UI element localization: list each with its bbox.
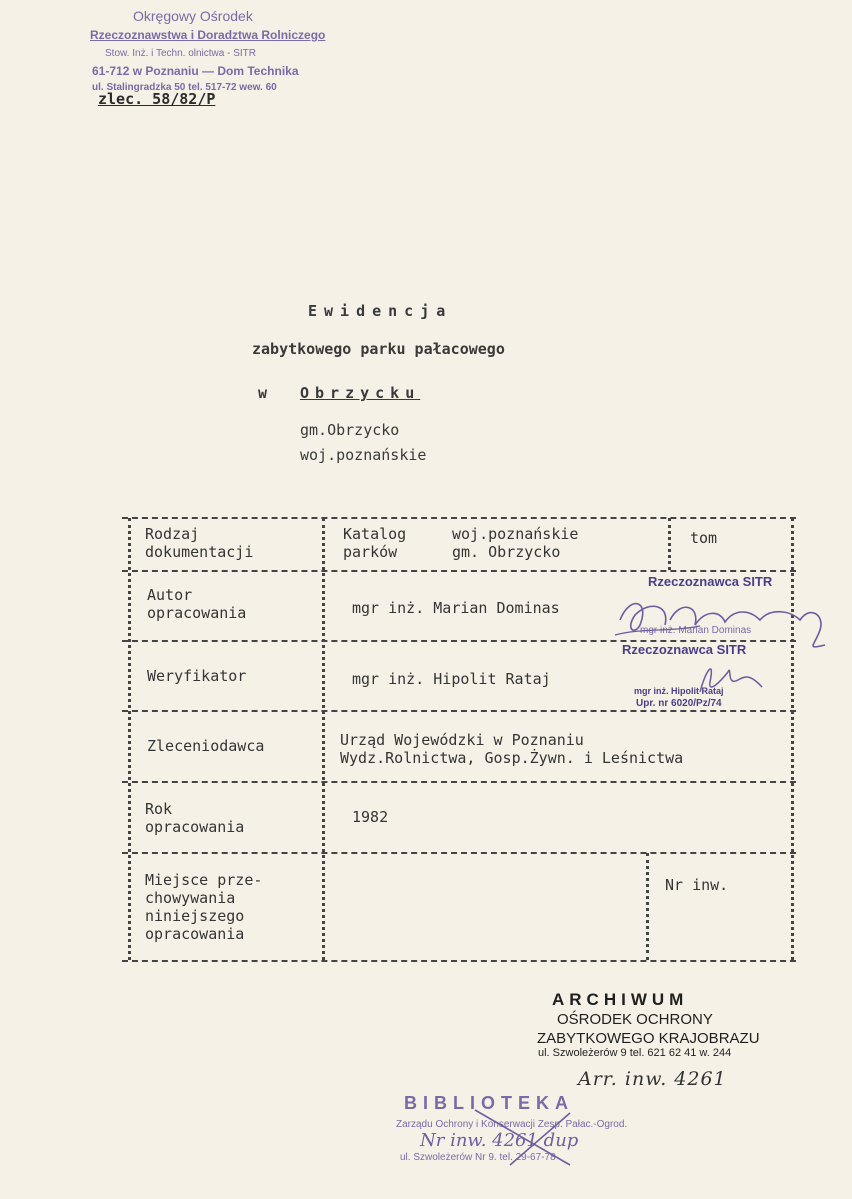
stamp-line: Stow. Inż. i Techn. olnictwa - SITR	[105, 48, 256, 59]
stamp-number: Upr. nr 6020/Pz/74	[636, 698, 722, 709]
stamp-title: Rzeczoznawca SITR	[622, 642, 747, 657]
cell-verifier-label: Weryfikator	[147, 667, 247, 685]
table-divider	[322, 518, 325, 960]
location-name: Obrzycku	[300, 384, 421, 402]
municipality: gm.Obrzycko	[300, 421, 400, 439]
archive-inventory-number: Arr. inw. 4261	[578, 1068, 727, 1090]
cell-year-value: 1982	[352, 808, 389, 826]
cell-author-value: mgr inż. Marian Dominas	[352, 599, 560, 617]
table-rule	[122, 710, 796, 712]
library-inventory-number: Nr inw. 4261 dup	[420, 1130, 579, 1151]
table-rule	[122, 781, 796, 783]
location-prefix: w	[258, 384, 268, 402]
table-divider	[668, 518, 671, 570]
cell-catalog: Katalog parków	[343, 525, 407, 561]
table-rule	[122, 517, 796, 519]
table-divider	[646, 853, 649, 960]
cell-doc-type-label: Rodzaj dokumentacji	[145, 525, 254, 561]
order-number: zlec. 58/82/P	[98, 90, 216, 108]
stamp-line: ul. Szwoleżerów 9 tel. 621 62 41 w. 244	[538, 1047, 732, 1059]
cell-client-value: Urząd Wojewódzki w Poznaniu Wydz.Rolnictwa, Gosp.Żywn. i Leśnictwa	[340, 731, 684, 767]
cell-client-label: Zleceniodawca	[147, 737, 265, 755]
cell-year-label: Rok opracowania	[145, 800, 245, 836]
table-rule	[122, 960, 796, 962]
cell-storage-label: Miejsce prze- chowywania niniejszego opracowania	[145, 871, 263, 943]
stamp-name: mgr inż. Hipolit Rataj	[634, 686, 724, 696]
stamp-line: ul. Stalingradzka 50 tel. 517-72 wew. 60	[92, 82, 277, 93]
table-rule	[122, 570, 796, 572]
cell-author-label: Autor opracowania	[147, 586, 247, 622]
stamp-line: Zarządu Ochrony i Konserwacji Zesp. Pałac.-Ogrod.	[396, 1119, 628, 1130]
table-divider	[128, 518, 131, 960]
cross-out-mark	[470, 1105, 580, 1170]
stamp-line: BIBLIOTEKA	[404, 1093, 574, 1113]
cell-verifier-value: mgr inż. Hipolit Rataj	[352, 670, 551, 688]
stamp-title: Rzeczoznawca SITR	[648, 574, 773, 589]
table-rule	[122, 852, 796, 854]
cell-region: woj.poznańskie gm. Obrzycko	[452, 525, 579, 561]
stamp-line: ZABYTKOWEGO KRAJOBRAZU	[537, 1030, 760, 1047]
stamp-line: ARCHIWUM	[552, 990, 689, 1009]
stamp-line: ul. Szwoleżerów Nr 9. tel. 29-67-78	[400, 1152, 556, 1163]
cell-inventory-label: Nr inw.	[665, 876, 729, 894]
stamp-line: 61-712 w Poznaniu — Dom Technika	[92, 64, 299, 78]
document-title: Ewidencja	[308, 302, 453, 320]
stamp-line: Rzeczoznawstwa i Doradztwa Rolniczego	[90, 28, 326, 42]
document-subtitle: zabytkowego parku pałacowego	[252, 340, 505, 358]
stamp-line: Okręgowy Ośrodek	[133, 8, 253, 24]
cell-volume: tom	[690, 529, 718, 547]
table-divider	[791, 518, 794, 960]
voivodeship: woj.poznańskie	[300, 446, 427, 464]
stamp-line: OŚRODEK OCHRONY	[557, 1011, 713, 1028]
stamp-name: mgr inż. Marian Dominas	[640, 625, 752, 636]
verifier-signature	[690, 652, 770, 702]
